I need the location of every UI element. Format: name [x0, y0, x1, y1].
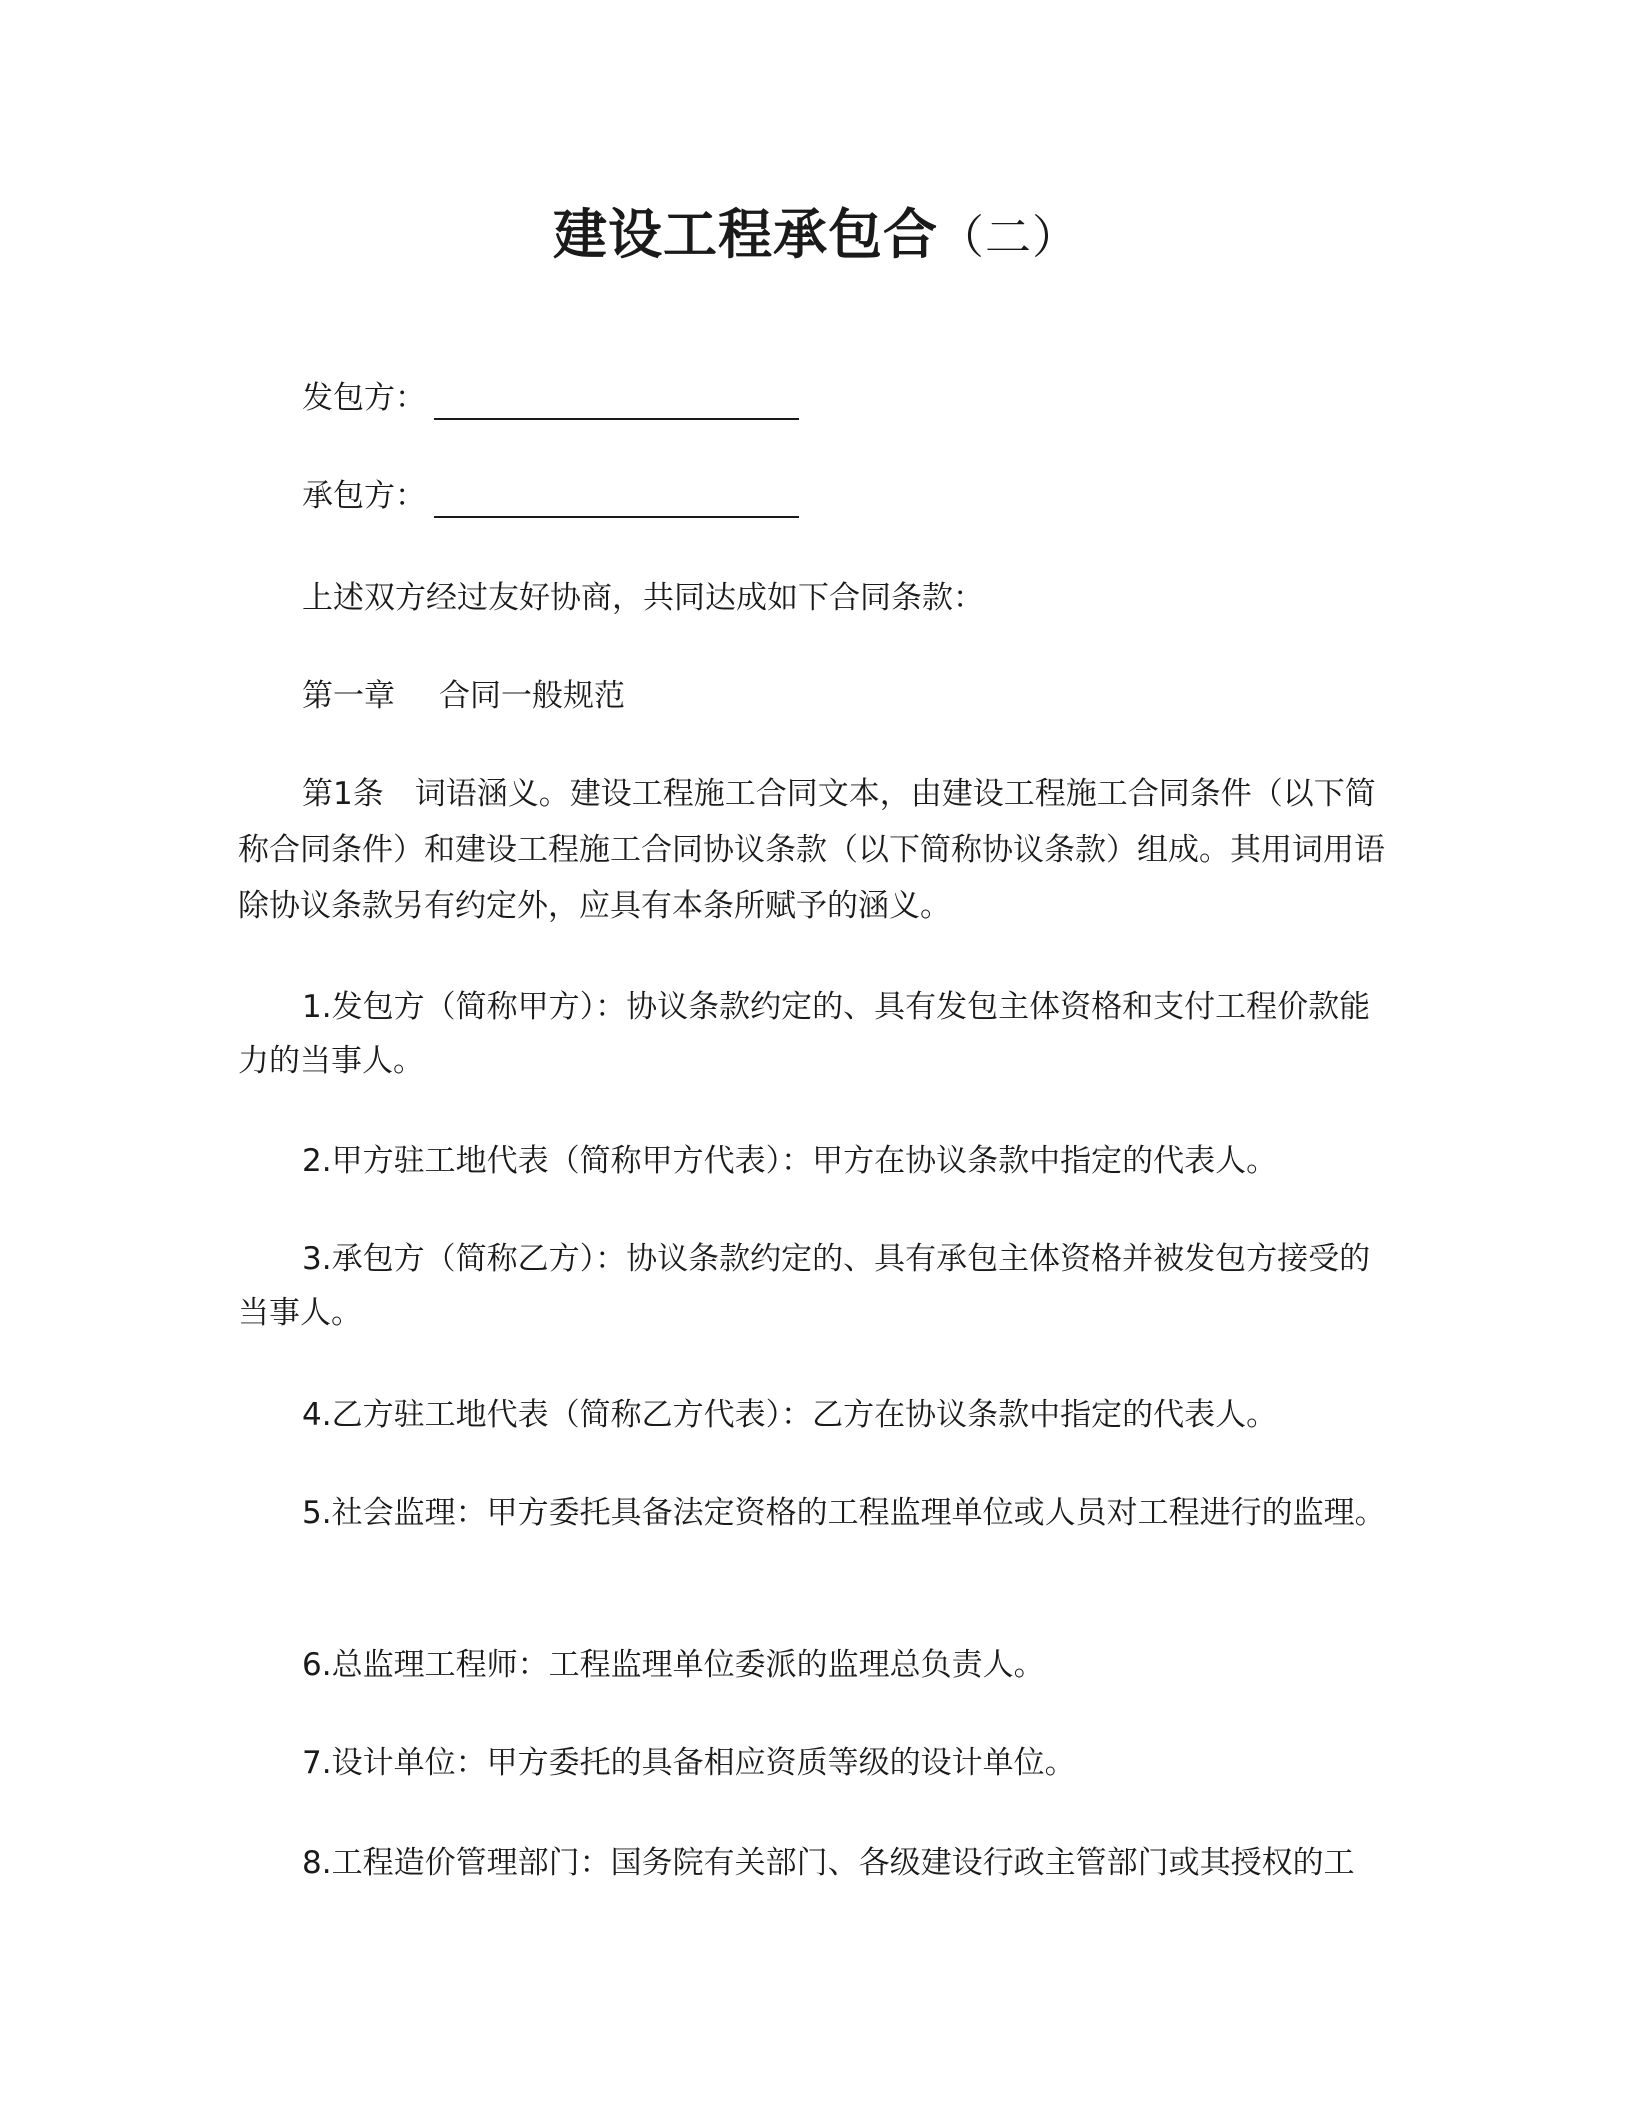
definition-1: 1.发包方（简称甲方）：协议条款约定的、具有发包主体资格和支付工程价款能力的当事人。: [238, 989, 1371, 1079]
chapter-title: 合同一般规范: [439, 678, 625, 714]
definition-5: 5.社会监理：甲方委托具备法定资格的工程监理单位或人员对工程进行的监理。: [302, 1495, 1386, 1531]
title-main: 建设工程承包合: [553, 203, 938, 266]
employer-party-line: [302, 376, 799, 420]
definition-6: 6.总监理工程师：工程监理单位委派的监理总负责人。: [302, 1647, 1045, 1683]
employer-blank: [434, 384, 799, 420]
definition-2: 2.甲方驻工地代表（简称甲方代表）：甲方在协议条款中指定的代表人。: [302, 1143, 1278, 1179]
definition-3: 3.承包方（简称乙方）：协议条款约定的、具有承包主体资格并被发包方接受的当事人。: [238, 1241, 1371, 1331]
chapter-heading: [238, 668, 1388, 724]
title-suffix: （二）: [938, 210, 1079, 264]
article-1: 第1条 词语涵义。建设工程施工合同文本，由建设工程施工合同条件（以下简称合同条件）和建设工程施工合同协议条款（以下简称协议条款）组成。其用词用语除协议条款另有约定外，应具有本条所赋予的涵义。: [238, 776, 1385, 924]
employer-label: 发包方：: [302, 380, 426, 416]
intro-paragraph: 上述双方经过友好协商，共同达成如下合同条款：: [302, 580, 984, 616]
contractor-blank: [434, 482, 799, 518]
definition-8: 8.工程造价管理部门：国务院有关部门、各级建设行政主管部门或其授权的工: [302, 1845, 1355, 1881]
contractor-label: 承包方：: [302, 478, 426, 514]
chapter-number: 第一章: [302, 678, 395, 714]
contractor-party-line: [302, 474, 799, 518]
definition-4: 4.乙方驻工地代表（简称乙方代表）：乙方在协议条款中指定的代表人。: [302, 1397, 1278, 1433]
document-title: [0, 200, 1632, 272]
definition-7: 7.设计单位：甲方委托的具备相应资质等级的设计单位。: [302, 1745, 1076, 1781]
